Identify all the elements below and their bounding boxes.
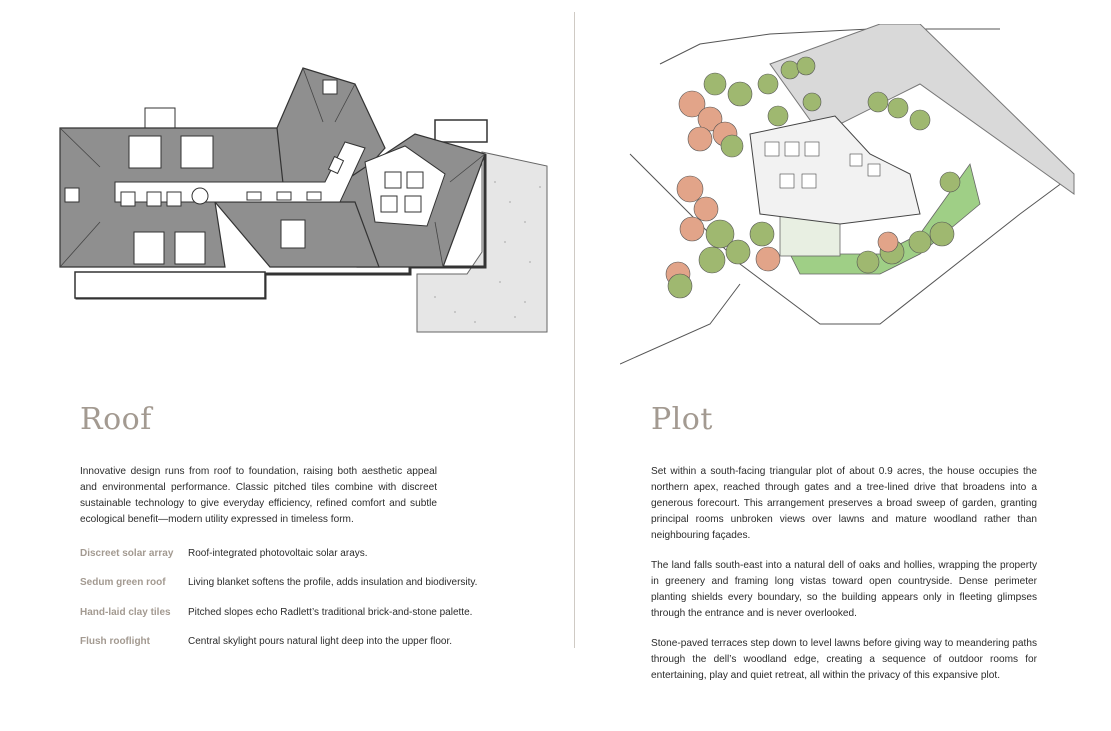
solar-panel [121,192,135,206]
feature-label: Sedum green roof [80,577,166,589]
solar-panel [407,172,423,188]
chimney-cap [323,80,337,94]
solar-panel [277,192,291,200]
feature-description: Living blanket softens the profile, adds insulation and biodiversity. [188,577,478,589]
house-footprint [750,116,920,224]
balcony [75,272,265,298]
solar-panel [307,192,321,200]
plot-paragraph: The land falls south-east into a natural dell of oaks and hollies, wrapping the property in greenery and framing long vistas toward open countryside. Dense perimeter planting shields every boundary, so the building appears only in fleeting glimpses through the entrance and is never overlooked. [651,560,1037,619]
feature-label: Flush rooflight [80,635,150,647]
roof-plan-illustration [55,62,551,344]
rooflight [134,232,164,264]
feature-description: Pitched slopes echo Radlett’s traditional brick-and-stone palette. [188,606,473,618]
plot-title: Plot [651,402,713,437]
chimney-cap [65,188,79,202]
feature-row [80,575,500,604]
chimney [145,108,175,128]
solar-panel [405,196,421,212]
roof-feature-list [80,546,500,663]
solar-panel [385,172,401,188]
solar-panel [247,192,261,200]
solar-panel [381,196,397,212]
feature-description: Central skylight pours natural light deep into the upper floor. [188,635,453,647]
feature-row [80,546,500,575]
roof-intro-paragraph: Innovative design runs from roof to foundation, raising both aesthetic appeal and environmental performance. Classic pitched tiles combine with discreet sustainable technology to give everyday efficiency, refined comfort and subtle ecological benefit—modern utility expressed in timeless form. [80,466,437,525]
site-plan-illustration [620,24,1076,372]
rooflight [175,232,205,264]
feature-label: Hand-laid clay tiles [80,606,171,618]
solar-panel [147,192,161,206]
roof-vent [192,188,208,204]
plot-paragraph: Stone-paved terraces step down to level lawns before giving way to meandering paths through the dell’s woodland edge, creating a sequence of outdoor rooms for entertaining, play and quiet retreat, all within the privacy of this expansive plot. [651,638,1037,681]
page-divider [574,12,575,648]
feature-label: Discreet solar array [80,548,174,559]
rooflight [181,136,213,168]
pergola [435,120,487,142]
plot-text-column [651,464,1037,698]
rooflight [281,220,305,248]
rooflight [129,136,161,168]
feature-row [80,634,500,663]
plot-paragraph: Set within a south-facing triangular plot of about 0.9 acres, the house occupies the northern apex, reached through gates and a tree-lined drive that broadens into a generous forecourt. This arrangement preserves a broad sweep of garden, granting principal rooms unbroken views over lawns and mature woodland rather than neighbouring façades. [651,466,1037,541]
roof-title: Roof [80,402,152,437]
feature-row [80,605,500,634]
solar-panel [167,192,181,206]
feature-description: Roof-integrated photovoltaic solar arays. [188,548,368,559]
